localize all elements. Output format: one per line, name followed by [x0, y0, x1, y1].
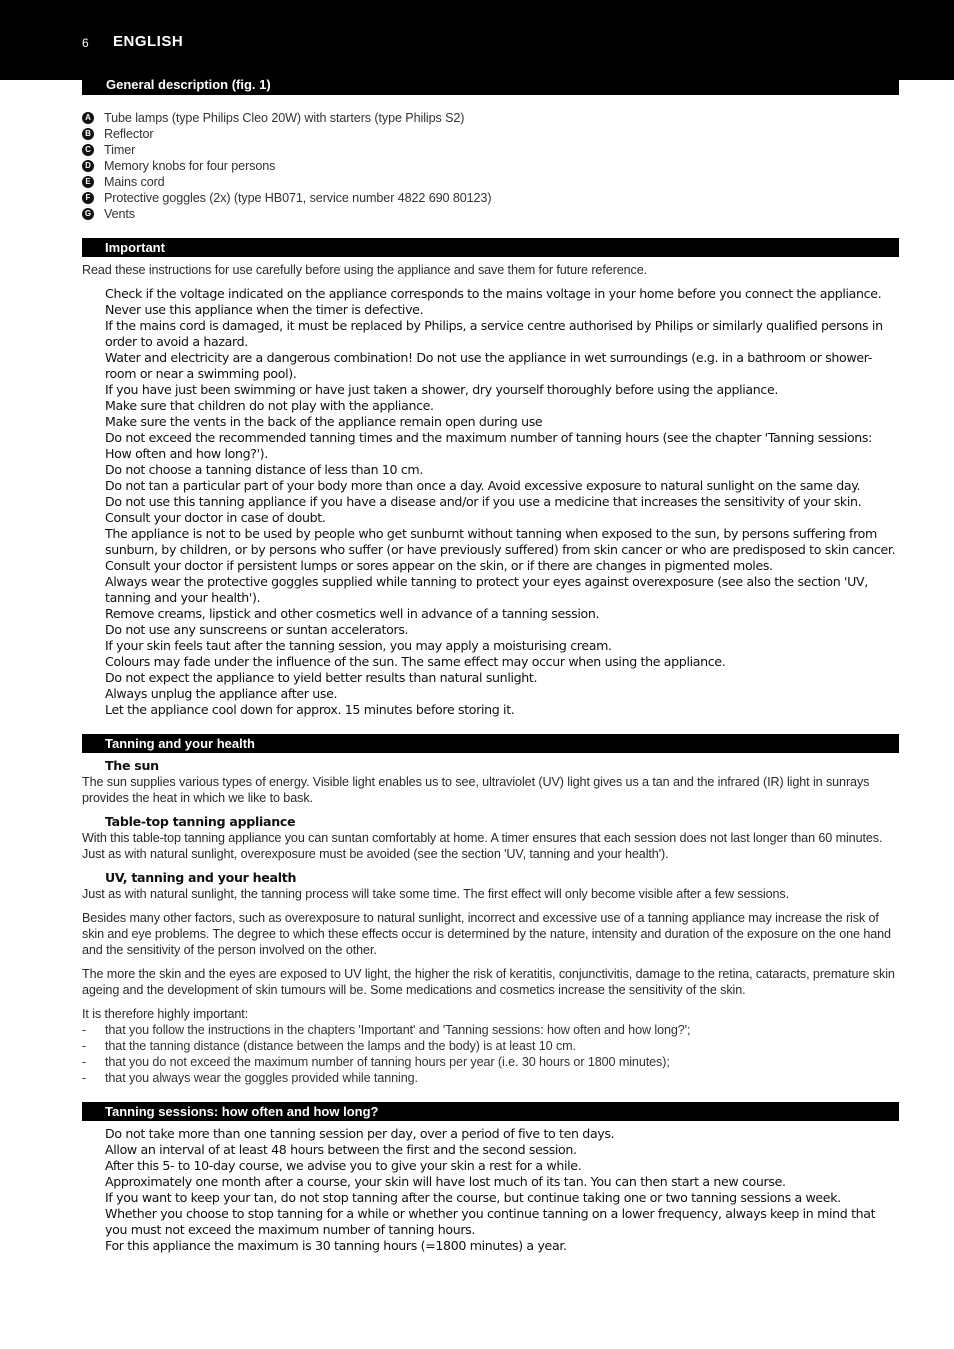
- tabletop-text: With this table-top tanning appliance you can suntan comfortably at home. A timer ensures that each session does not last longer than 60 minutes. Just as with natural sunlight, overexposure must be avoided (see the section 'UV, tanning and your health').: [82, 831, 883, 861]
- language-label: ENGLISH: [113, 33, 184, 50]
- dash-item-text: that you do not exceed the maximum number of tanning hours per year (i.e. 30 hours or 1800 minutes);: [105, 1055, 670, 1069]
- important-list: [82, 286, 899, 718]
- list-item: [82, 110, 899, 126]
- list-item: Allow an interval of at least 48 hours between the first and the second session.: [105, 1142, 577, 1157]
- dash-bullet: -: [82, 1023, 87, 1037]
- list-item: [82, 190, 899, 206]
- list-item: Check if the voltage indicated on the appliance corresponds to the mains voltage in your home before you connect the appliance.: [105, 286, 882, 301]
- list-item: [82, 1038, 899, 1054]
- list-item: Always unplug the appliance after use.: [105, 686, 338, 701]
- part-letter-badge: D: [82, 160, 94, 172]
- section-title-sessions: Tanning sessions: how often and how long?: [82, 1102, 899, 1121]
- dash-bullet: -: [82, 1039, 87, 1053]
- list-item: Do not tan a particular part of your body more than once a day. Avoid excessive exposure to natural sunlight on the same day.: [105, 478, 861, 493]
- part-description: Protective goggles (2x) (type HB071, service number 4822 690 80123): [104, 191, 492, 205]
- document-body: [82, 74, 899, 1254]
- list-item: Do not exceed the recommended tanning times and the maximum number of tanning hours (see the chapter 'Tanning sessions: How often and how long?').: [105, 430, 873, 461]
- list-item: [82, 174, 899, 190]
- list-item: [82, 1054, 899, 1070]
- part-description: Reflector: [104, 127, 154, 141]
- uv-paragraph-1: Just as with natural sunlight, the tanning process will take some time. The first effect will only become visible after a few sessions.: [82, 887, 790, 901]
- list-item: Remove creams, lipstick and other cosmetics well in advance of a tanning session.: [105, 606, 600, 621]
- part-letter-badge: A: [82, 112, 94, 124]
- list-item: Make sure the vents in the back of the appliance remain open during use: [105, 414, 543, 429]
- part-description: Vents: [104, 207, 136, 221]
- list-item: If you want to keep your tan, do not stop tanning after the course, but continue taking one or two tanning sessions a week.: [105, 1190, 841, 1205]
- list-item: Always wear the protective goggles supplied while tanning to protect your eyes against overexposure (see also the section 'UV, tanning and your health').: [105, 574, 868, 605]
- list-item: [82, 126, 899, 142]
- list-item: [82, 1022, 899, 1038]
- part-letter-badge: C: [82, 144, 94, 156]
- part-letter-badge: E: [82, 176, 94, 188]
- important-intro: Read these instructions for use carefully before using the appliance and save them for future reference.: [82, 263, 648, 277]
- part-description: Timer: [104, 143, 136, 157]
- list-item: If the mains cord is damaged, it must be replaced by Philips, a service centre authorised by Philips or similarly qualified persons in order to avoid a hazard.: [105, 318, 883, 349]
- section-title-general: General description (fig. 1): [82, 74, 899, 95]
- part-description: Memory knobs for four persons: [104, 159, 276, 173]
- list-item: After this 5- to 10-day course, we advise you to give your skin a rest for a while.: [105, 1158, 582, 1173]
- list-item: Do not use this tanning appliance if you have a disease and/or if you use a medicine that increases the sensitivity of your skin. Consult your doctor in case of doubt.: [105, 494, 862, 525]
- part-letter-badge: F: [82, 192, 94, 204]
- uv-paragraph-2: Besides many other factors, such as overexposure to natural sunlight, incorrect and excessive use of a tanning appliance may increase the risk of skin and eye problems. The degree to which these effects occur is determined by the nature, intensity and duration of the exposure on the one hand and the sensitivity of the person involved on the other.: [82, 911, 891, 957]
- dash-item-text: that you follow the instructions in the chapters 'Important' and 'Tanning sessions: how often and how long?';: [105, 1023, 691, 1037]
- list-item: Make sure that children do not play with the appliance.: [105, 398, 434, 413]
- list-item: The appliance is not to be used by people who get sunburnt without tanning when exposed to the sun, by persons suffering from sunburn, by children, or by persons who suffer (or have previously suffered) from skin cancer or who are predisposed to skin cancer.: [105, 526, 896, 557]
- list-item: Do not choose a tanning distance of less than 10 cm.: [105, 462, 424, 477]
- part-description: Mains cord: [104, 175, 165, 189]
- list-item: Do not take more than one tanning session per day, over a period of five to ten days.: [105, 1126, 615, 1141]
- subheading-sun: The sun: [105, 758, 159, 773]
- dash-bullet: -: [82, 1071, 87, 1085]
- parts-list: [82, 110, 899, 222]
- section-title-important: Important: [82, 238, 899, 257]
- list-item: Approximately one month after a course, your skin will have lost much of its tan. You can then start a new course.: [105, 1174, 786, 1189]
- page-header: [0, 0, 954, 80]
- list-item: [82, 1070, 899, 1086]
- list-item: Consult your doctor if persistent lumps or sores appear on the skin, or if there are changes in pigmented moles.: [105, 558, 773, 573]
- list-item: Do not expect the appliance to yield better results than natural sunlight.: [105, 670, 538, 685]
- part-letter-badge: B: [82, 128, 94, 140]
- uv-paragraph-3: The more the skin and the eyes are exposed to UV light, the higher the risk of keratitis, conjunctivitis, damage to the retina, cataracts, premature skin ageing and the development of skin tumours will be. Some medications and cosmetics increase the sensitivity of the skin.: [82, 967, 895, 997]
- uv-paragraph-4: It is therefore highly important:: [82, 1007, 249, 1021]
- list-item: For this appliance the maximum is 30 tanning hours (=1800 minutes) a year.: [105, 1238, 567, 1253]
- part-letter-badge: G: [82, 208, 94, 220]
- sun-text: The sun supplies various types of energy. Visible light enables us to see, ultraviolet (UV) light gives us a tan and the infrared (IR) light in sunrays provides the heat in which we like to bask.: [82, 775, 870, 805]
- subheading-tabletop: Table-top tanning appliance: [105, 814, 296, 829]
- list-item: [82, 206, 899, 222]
- list-item: If you have just been swimming or have just taken a shower, dry yourself thoroughly before using the appliance.: [105, 382, 779, 397]
- list-item: [82, 142, 899, 158]
- part-description: Tube lamps (type Philips Cleo 20W) with starters (type Philips S2): [104, 111, 465, 125]
- dash-item-text: that you always wear the goggles provided while tanning.: [105, 1071, 418, 1085]
- list-item: Never use this appliance when the timer is defective.: [105, 302, 424, 317]
- page-number: 6: [82, 36, 89, 50]
- list-item: Colours may fade under the influence of the sun. The same effect may occur when using the appliance.: [105, 654, 726, 669]
- dash-bullet: -: [82, 1055, 87, 1069]
- list-item: If your skin feels taut after the tanning session, you may apply a moisturising cream.: [105, 638, 612, 653]
- dash-item-text: that the tanning distance (distance between the lamps and the body) is at least 10 cm.: [105, 1039, 576, 1053]
- list-item: Whether you choose to stop tanning for a while or whether you continue tanning on a lower frequency, always keep in mind that you must not exceed the maximum number of tanning hours.: [105, 1206, 876, 1237]
- list-item: Water and electricity are a dangerous combination! Do not use the appliance in wet surroundings (e.g. in a bathroom or shower-room or near a swimming pool).: [105, 350, 872, 381]
- list-item: [82, 158, 899, 174]
- uv-dash-list: [82, 1022, 899, 1086]
- subheading-uv: UV, tanning and your health: [105, 870, 297, 885]
- sessions-list: [82, 1126, 899, 1254]
- list-item: Let the appliance cool down for approx. 15 minutes before storing it.: [105, 702, 515, 717]
- section-title-health: Tanning and your health: [82, 734, 899, 753]
- list-item: Do not use any sunscreens or suntan accelerators.: [105, 622, 409, 637]
